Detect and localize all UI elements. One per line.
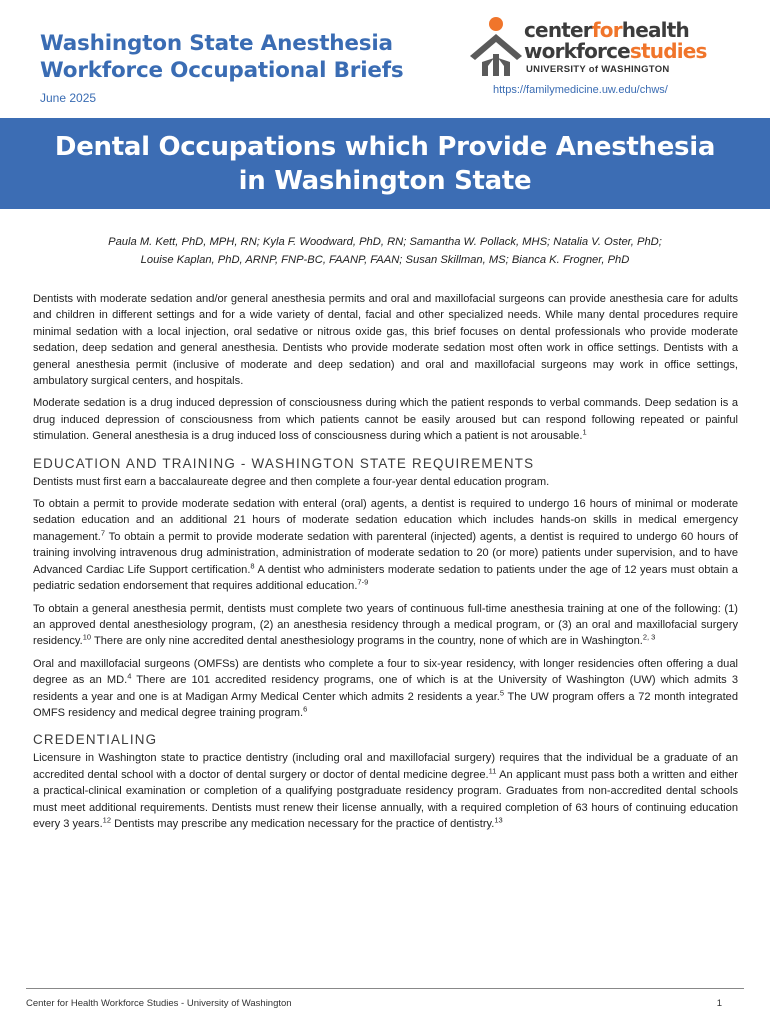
series-title bbox=[40, 30, 440, 84]
education-paragraph-2: To obtain a permit to provide moderate sedation with enteral (oral) agents, a dentist is required to undergo 16 hours of minimal or moderate sedation education and an additional 21 hours of moderate sedation education which includes hands-on skills in medical emergency management.$^7$ To obtain a permit to provide moderate sedation with parenteral (injected) agents, a dentist is required to undergo 60 hours of training involving intravenous drug administration, administration of moderate sedation to 20 (or more) patients under supervision, and to have Advanced Cardiac Life Support certification.$^8$ A dentist who administers moderate sedation to patients under the age of 12 years must obtain a pediatric sedation endorsement that requires additional education.$^{7-9}$ bbox=[33, 498, 738, 593]
page-number: 1 bbox=[716, 998, 722, 1009]
footnote-ref: 8 bbox=[250, 561, 255, 570]
footnote-ref: 2, 3 bbox=[642, 632, 656, 642]
footnote-ref: 5 bbox=[499, 687, 505, 697]
footnote-ref: 7-9 bbox=[357, 577, 369, 587]
title-banner bbox=[0, 118, 770, 209]
education-paragraph-4: Oral and maxillofacial surgeons (OMFSs) are dentists who complete a four to six-year residency, with longer residencies often offering a dual degree as an MD.$^4$ There are 101 accredited residency programs, one of which is at the University of Washington (UW) which admits 3 residents a year and one is at Madigan Army Medical Center which admits 2 residents a year.$^5$ The UW program offers a 72 month integrated OMFS residency and medical degree training program.$^6$ bbox=[33, 657, 738, 719]
authors-line2: Louise Kaplan, PhD, ARNP, FNP-BC, FAANP, FAAN; Susan Skillman, MS; Bianca K. Frogner, PhD bbox=[140, 254, 630, 266]
footnote-ref: 6 bbox=[303, 704, 308, 714]
series-title-line2: Workforce Occupational Briefs bbox=[40, 58, 404, 83]
intro-paragraph-2: Moderate sedation is a drug induced depression of consciousness during which the patient responds to verbal commands. Deep sedation is a drug induced depression of consciousness from which patients cannot be easily aroused but can respond following repeated or painful stimulation. General anesthesia is a drug induced loss of consciousness during which a patient is not arousable.$^1$ bbox=[33, 397, 738, 443]
page-header bbox=[0, 0, 770, 118]
section-heading-education: EDUCATION AND TRAINING - WASHINGTON STATE REQUIREMENTS bbox=[33, 455, 535, 471]
credentialing-paragraph-1: Licensure in Washington state to practice dentistry (including oral and maxillofacial surgery) requires that the individual be a graduate of an accredited dental school with a doctor of dental surgery or doctor of dental medicine degree.$^{11}$ An applicant must pass both a written and either a practical-clinical examination or completion of a qualifying postgraduate residency program. Graduates from non-accredited dental schools must meet additional requirements. Dentists must renew their license annually, with a required completion of 63 hours of continuing education every 3 years.$^{12}$ Dentists may prescribe any medication necessary for the practice of dentistry.$^{13}$ bbox=[33, 752, 739, 830]
authors-line1: Paula M. Kett, PhD, MPH, RN; Kyla F. Woodward, PhD, RN; Samantha W. Pollack, MHS; Natalia V. Oster, PhD; bbox=[108, 236, 662, 248]
page-title: Dental Occupations which Provide Anesthesia in Washington State bbox=[54, 131, 716, 196]
footnote-ref: 11 bbox=[488, 766, 497, 776]
intro-paragraph-1: Dentists with moderate sedation and/or general anesthesia permits and oral and maxillofacial surgeons can provide anesthesia care for adults and children in different settings and for a wide variety of dental, facial and other specialized needs. While many dental procedures require minimal sedation with a local injection, oral sedative or nitrous oxide gas, this brief focuses on dental professionals who provide moderate sedation, deep sedation and general anesthesia. Dentists who provide moderate sedation most often work in office settings. Dentists with a general anesthesia permit (inclusive of moderate and deep sedation) and oral and maxillofacial surgeons may work in office settings, ambulatory surgical centers, and hospitals. bbox=[33, 293, 738, 388]
website-link[interactable]: https://familymedicine.uw.edu/chws/ bbox=[493, 84, 668, 96]
main-content bbox=[33, 291, 738, 838]
footnote-ref: 4 bbox=[127, 671, 132, 681]
author-list bbox=[60, 233, 710, 269]
series-title-line1: Washington State Anesthesia bbox=[40, 31, 393, 56]
logo-line2: workforcestudies bbox=[524, 39, 707, 63]
education-paragraph-1: Dentists must first earn a baccalaureate degree and then complete a four-year dental education program. bbox=[33, 475, 550, 488]
logo-line3: UNIVERSITY of WASHINGTON bbox=[526, 64, 670, 75]
footnote-ref: 1 bbox=[582, 427, 587, 437]
footnote-ref: 12 bbox=[102, 815, 112, 825]
footnote-ref: 13 bbox=[494, 815, 503, 825]
chws-logo bbox=[468, 16, 728, 80]
people-house-logo-icon bbox=[468, 16, 524, 78]
logo-line1: centerforhealth bbox=[524, 18, 689, 42]
footer-organization: Center for Health Workforce Studies - University of Washington bbox=[26, 998, 292, 1009]
footnote-ref: 7 bbox=[100, 528, 106, 538]
section-heading-credentialing: CREDENTIALING bbox=[33, 732, 158, 748]
footnote-ref: 10 bbox=[82, 632, 92, 642]
education-paragraph-3: To obtain a general anesthesia permit, dentists must complete two years of continuous full-time anesthesia training at one of the following: (1) an approved dental anesthesiology program, (2) an anesthesia residency through a medical program, or (3) an oral and maxillofacial surgery residency.$^{10}$ There are only nine accredited dental anesthesiology programs in the country, none of which are in Washington.$^{2, 3}$ bbox=[33, 602, 738, 648]
footer-divider bbox=[26, 988, 744, 989]
publication-date: June 2025 bbox=[40, 91, 97, 105]
